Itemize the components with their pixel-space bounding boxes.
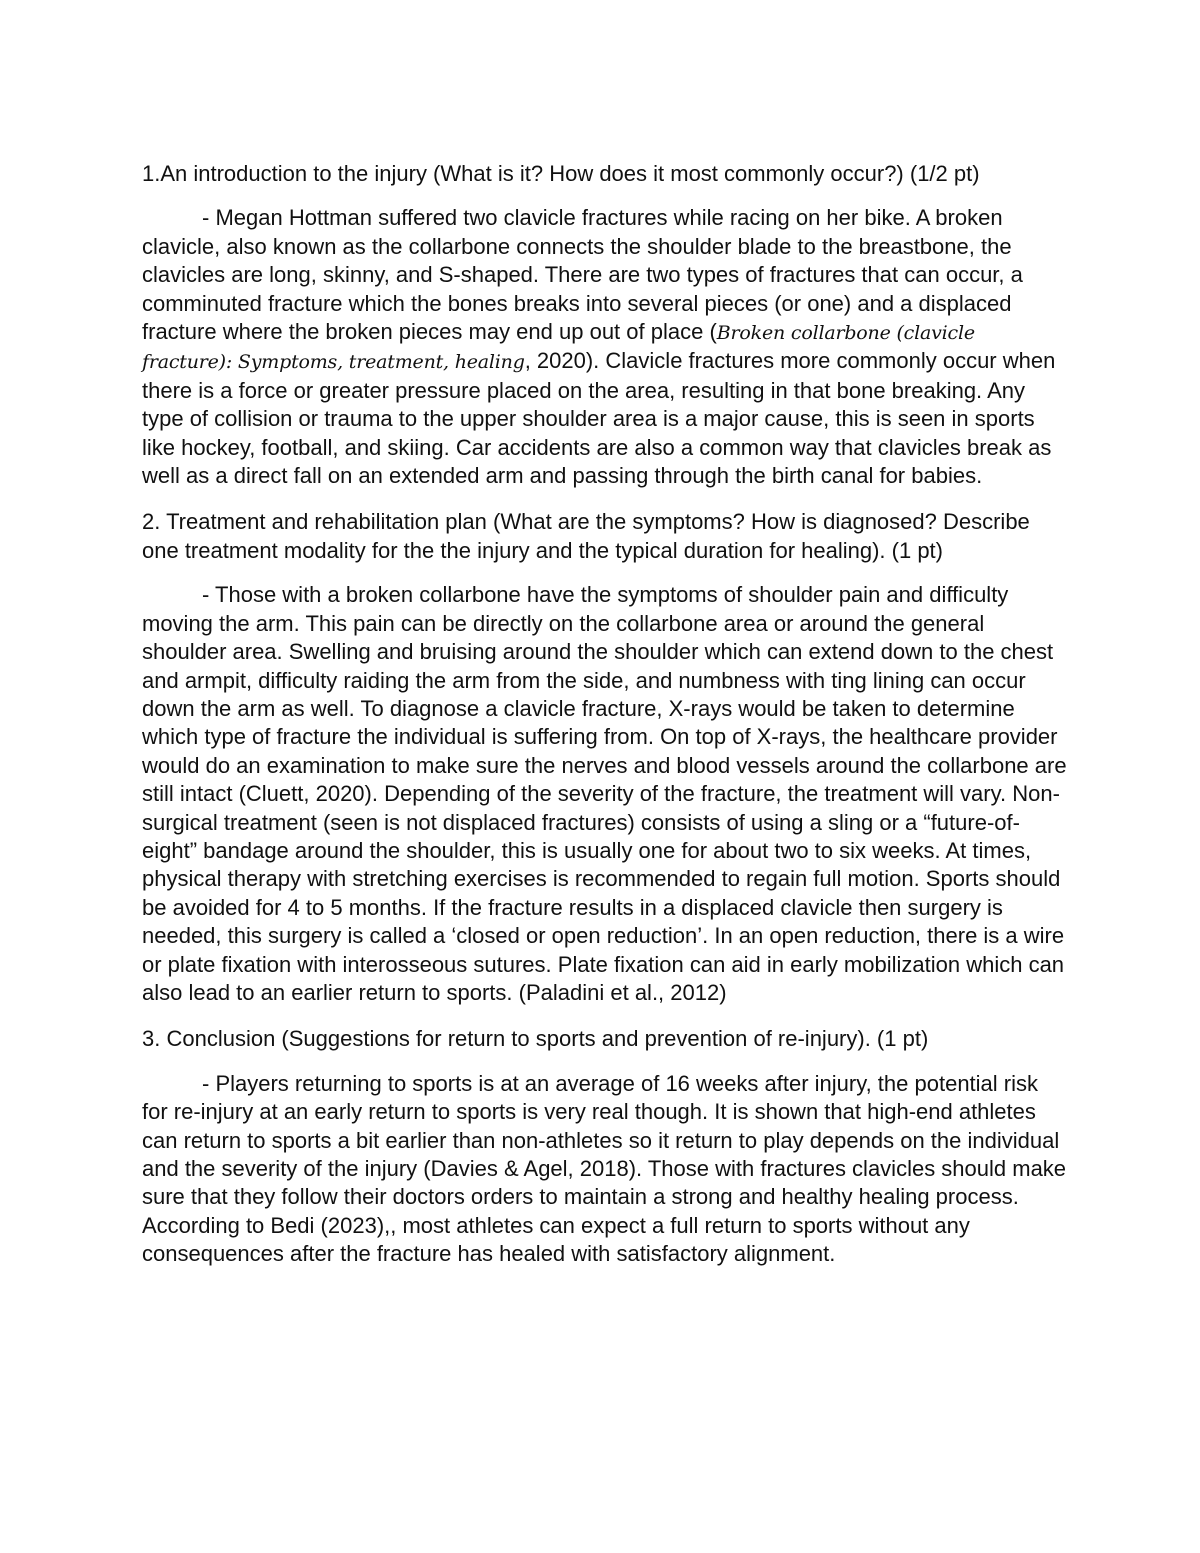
- answer-1-text-after-citation: , 2020). Clavicle fractures more commonly occur when there is a force or greater pressure placed on the area, resulting in that bone breaking. Any type of collision or trauma to the upper shoulder area is a major cause, this is seen in sports like hockey, football, and skiing. Car accidents are also a common way that clavicles break as well as a direct fall on an extended arm and passing through the birth canal for babies.: [142, 348, 1056, 489]
- question-2-heading: 2. Treatment and rehabilitation plan (What are the symptoms? How is diagnosed? Describe one treatment modality for the the injury and the typical duration for healing). (1 pt): [142, 509, 1030, 563]
- question-3-heading: 3. Conclusion (Suggestions for return to sports and prevention of re-injury). (1 pt): [142, 1026, 929, 1052]
- question-1-answer: [142, 204, 1067, 490]
- answer-1-text-before-citation: - Megan Hottman suffered two clavicle fractures while racing on her bike. A broken clavicle, also known as the collarbone connects the shoulder blade to the breastbone, the clavicles are long, skinny, and S-shaped. There are two types of fractures that can occur, a comminuted fracture which the bones breaks into several pieces (or one) and a displaced fracture where the broken pieces may end up out of place (: [142, 205, 1023, 345]
- citation-title: Broken collarbone (clavicle fracture): Symptoms, treatment, healing: [142, 322, 975, 374]
- question-3-answer: - Players returning to sports is at an average of 16 weeks after injury, the potential risk for re-injury at an early return to sports is very real though. It is shown that high-end athletes can return to sports a bit earlier than non-athletes so it return to play depends on the individual and the severity of the injury (Davies & Agel, 2018). Those with fractures clavicles should make sure that they follow their doctors orders to maintain a strong and healthy healing process. According to Bedi (2023),, most athletes can expect a full return to sports without any consequences after the fracture has healed with satisfactory alignment.: [142, 1070, 1067, 1267]
- question-2-answer: - Those with a broken collarbone have the symptoms of shoulder pain and difficulty moving the arm. This pain can be directly on the collarbone area or around the general shoulder area. Swelling and bruising around the shoulder which can extend down to the chest and armpit, difficulty raiding the arm from the side, and numbness with ting lining can occur down the arm as well. To diagnose a clavicle fracture, X-rays would be taken to determine which type of fracture the individual is suffering from. On top of X-rays, the healthcare provider would do an examination to make sure the nerves and blood vessels around the collarbone are still intact (Cluett, 2020). Depending of the severity of the fracture, the treatment will vary. Non-surgical treatment (seen is not displaced fractures) consists of using a sling or a “future-of-eight” bandage around the shoulder, this is usually one for about two to six weeks. At times, physical therapy with stretching exercises is recommended to regain full motion. Sports should be avoided for 4 to 5 months. If the fracture results in a displaced clavicle then surgery is needed, this surgery is called a ‘closed or open reduction’. In an open reduction, there is a wire or plate fixation with interosseous sutures. Plate fixation can aid in early mobilization which can also lead to an earlier return to sports. (Paladini et al., 2012): [142, 582, 1067, 1005]
- question-1-heading: 1.An introduction to the injury (What is it? How does it most commonly occur?) (1/2 pt): [142, 161, 980, 186]
- document-page: [142, 160, 1067, 1287]
